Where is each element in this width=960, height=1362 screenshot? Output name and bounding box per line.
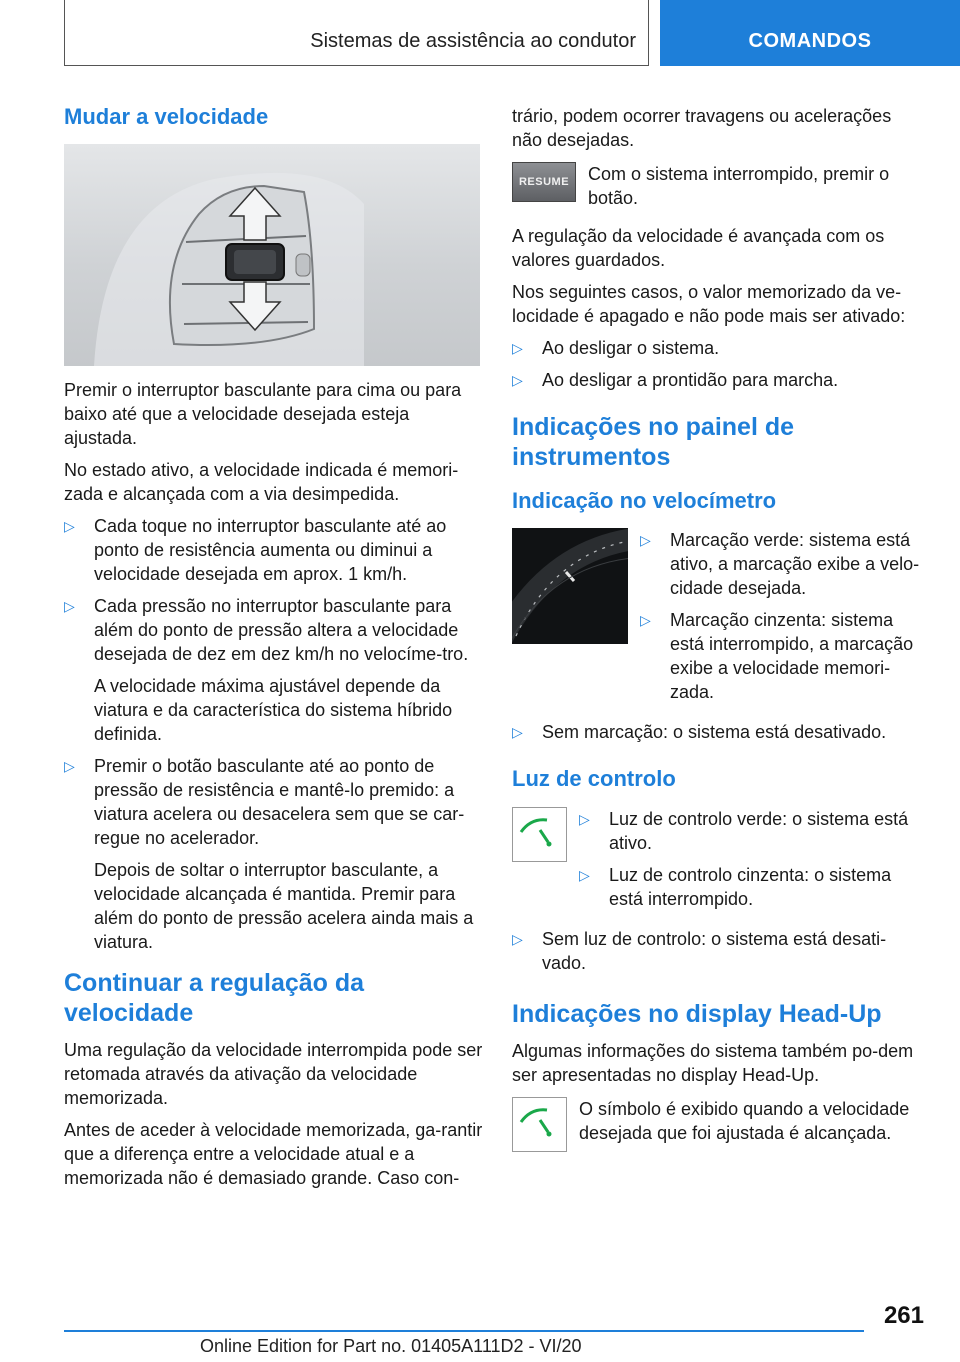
paragraph-deleted-cases: Nos seguintes casos, o valor memorizado da ve-locidade é apagado e não pode mais ser ativado: <box>512 282 906 326</box>
paragraph-continued: trário, podem ocorrer travagens ou acelerações não desejadas. <box>512 106 892 150</box>
list-item: ▷ Ao desligar o sistema. <box>512 338 720 358</box>
resume-button-icon: RESUME <box>512 162 576 202</box>
header-section: COMANDOS <box>748 30 872 52</box>
page-number: 261 <box>883 1302 924 1329</box>
list-item: ▷ Luz de controlo verde: o sistema está ativo. <box>579 808 909 853</box>
resume-row <box>512 162 926 210</box>
bullet-icon: ▷ <box>64 598 75 615</box>
speedometer-gauge-icon <box>512 528 628 644</box>
heading-control-light: Luz de controlo <box>512 766 676 792</box>
list-item: ▷ Luz de controlo cinzenta: o sistema está interrompido. <box>579 864 892 909</box>
paragraph-resume-result: A regulação da velocidade é avançada com os valores guardados. <box>512 226 885 270</box>
left-column <box>64 100 484 1198</box>
list-item: ▷ Cada toque no interruptor basculante até ao ponto de resistência aumenta ou diminui a velocidade desejada em aprox. 1 km/h. <box>64 516 447 585</box>
cruise-control-light-icon <box>512 807 567 862</box>
heading-change-speed: Mudar a velocidade <box>64 104 269 129</box>
bullet-icon: ▷ <box>64 758 75 775</box>
paragraph-rocker: Premir o interruptor basculante para cima ou para baixo até que a velocidade desejada esteja ajustada. <box>64 380 462 449</box>
heading-continue-regulation: Continuar a regulação da velocidade <box>64 969 365 1028</box>
right-column <box>512 100 926 1160</box>
list-item: ▷ Sem marcação: o sistema está desativado. <box>512 722 887 743</box>
list-rocker-actions <box>64 514 484 954</box>
hud-symbol-text: O símbolo é exibido quando a velocidade desejada que foi ajustada é alcançada. <box>579 1098 910 1143</box>
list-control-light-none <box>512 927 926 975</box>
footer-divider <box>64 1330 864 1332</box>
heading-instrument-panel: Indicações no painel de instrumentos <box>512 413 795 471</box>
list-control-light <box>579 807 926 919</box>
bullet-icon: ▷ <box>512 340 523 356</box>
list-item-note: Depois de soltar o interruptor basculante, a velocidade alcançada é mantida. Premir para além do ponto de pressão acelera ainda mais a viatura. <box>94 860 474 953</box>
rocker-switch-illustration <box>64 144 480 366</box>
heading-head-up-display: Indicações no display Head-Up <box>512 999 882 1028</box>
bullet-icon: ▷ <box>512 372 523 388</box>
list-delete-cases <box>512 336 926 392</box>
hud-cruise-symbol-icon <box>512 1097 567 1152</box>
list-item: ▷ Marcação verde: sistema está ativo, a marcação exibe a velo-cidade desejada. <box>640 530 920 599</box>
list-item: ▷ Premir o botão basculante até ao ponto de pressão de resistência e mantê-lo premido: a viatura acelera ou desacelera sem que se car-regue no acelerador. Depois de soltar o interruptor basculante, a velocidade alcançada é mantida. Premir para além do ponto de pressão acelera ainda mais a viatura. <box>64 754 484 954</box>
header-section-tab <box>660 0 960 66</box>
list-speedometer-marks <box>640 528 926 712</box>
paragraph-resume-info: Uma regulação da velocidade interrompida pode ser retomada através da ativação da velocidade memorizada. <box>64 1040 483 1109</box>
list-item: ▷ Sem luz de controlo: o sistema está desati-vado. <box>512 928 887 973</box>
bullet-icon: ▷ <box>640 532 651 549</box>
header-title: Sistemas de assistência ao condutor <box>310 30 636 52</box>
bullet-icon: ▷ <box>579 810 590 827</box>
list-item: ▷ Ao desligar a prontidão para marcha. <box>512 370 839 390</box>
footer-edition: Online Edition for Part no. 01405A111D2 - VI/20 <box>200 1336 582 1356</box>
bullet-icon: ▷ <box>579 866 590 883</box>
list-item: ▷ Marcação cinzenta: sistema está interrompido, a marcação exibe a velocidade memori-zada. <box>640 610 914 703</box>
paragraph-resume-warning: Antes de aceder à velocidade memorizada, ga-rantir que a diferença entre a velocidade atual e a memorizada não é demasiado grande. Caso con- <box>64 1120 483 1189</box>
list-item: ▷ Cada pressão no interruptor basculante para além do ponto de pressão altera a velocidade desejada de dez em dez km/h no velocíme-tro. A velocidade máxima ajustável depende da viatura e da característica do sistema híbrido definida. <box>64 594 484 746</box>
bullet-icon: ▷ <box>512 724 523 741</box>
control-light-row <box>512 807 926 919</box>
bullet-icon: ▷ <box>64 518 75 535</box>
heading-speedometer: Indicação no velocímetro <box>512 488 777 513</box>
speedometer-image <box>512 528 628 644</box>
header-title-box <box>64 0 649 66</box>
list-speedometer-none <box>512 720 926 744</box>
speedometer-row <box>512 528 926 712</box>
resume-instruction: Com o sistema interrompido, premir o botão. <box>588 164 890 208</box>
bullet-icon: ▷ <box>640 612 651 629</box>
hud-row <box>512 1097 926 1152</box>
page-header <box>64 0 960 66</box>
steering-wheel-rocker-photo <box>64 144 480 366</box>
bullet-icon: ▷ <box>512 930 523 947</box>
list-item-note: A velocidade máxima ajustável depende da viatura e da característica do sistema híbrido definida. <box>94 676 453 745</box>
paragraph-active-state: No estado ativo, a velocidade indicada é memori-zada e alcançada com a via desimpedida. <box>64 460 459 505</box>
paragraph-hud-info: Algumas informações do sistema também po-dem ser apresentadas no display Head-Up. <box>512 1040 914 1085</box>
